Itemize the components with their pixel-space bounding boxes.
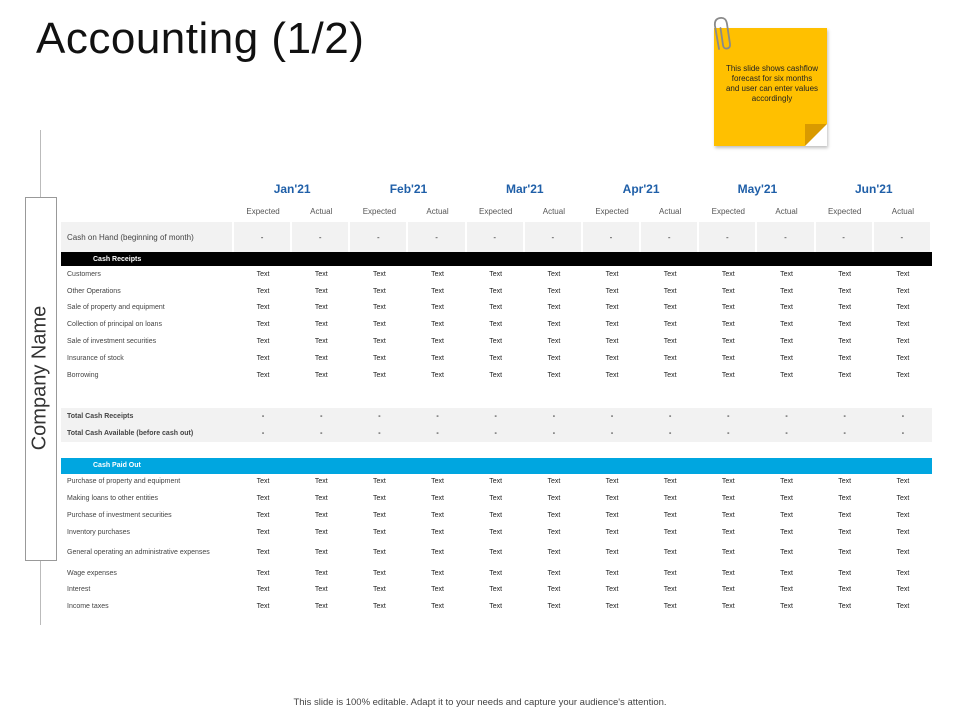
table-row <box>61 283 932 300</box>
cash-receipts-band <box>61 252 932 266</box>
header-corner <box>61 178 234 200</box>
table-cell: Text <box>605 304 619 312</box>
table-cell: Text <box>838 495 852 503</box>
subheader-row <box>61 200 932 222</box>
table-cell: Text <box>838 478 852 486</box>
table-cell: - <box>757 408 815 425</box>
table-cell: - <box>699 425 757 442</box>
subheader-corner <box>61 200 234 222</box>
table-row <box>61 300 932 317</box>
row-label: Income taxes <box>67 603 109 611</box>
table-cell: Text <box>721 549 735 557</box>
total-label: Total Cash Receipts <box>61 408 234 425</box>
table-row <box>61 507 932 524</box>
table-cell: Text <box>314 586 328 594</box>
table-cell: Text <box>372 371 386 379</box>
subheader-cell: Expected <box>595 206 629 216</box>
table-cell: Text <box>896 569 910 577</box>
table-cell: Text <box>256 569 270 577</box>
table-cell: - <box>699 408 757 425</box>
table-cell: Text <box>431 338 444 346</box>
table-cell: Text <box>605 528 619 536</box>
table-cell: Text <box>838 338 852 346</box>
table-cell: Text <box>489 528 503 536</box>
sticky-note-fold <box>805 124 827 146</box>
table-cell: Text <box>605 586 619 594</box>
table-cell: Text <box>431 321 444 329</box>
table-cell: Text <box>838 321 852 329</box>
total-label: Total Cash Available (before cash out) <box>61 425 234 442</box>
table-cell: - <box>467 408 525 425</box>
table-cell: - <box>467 222 525 252</box>
table-cell: Text <box>780 495 793 503</box>
table-cell: - <box>583 408 641 425</box>
table-cell: - <box>350 425 408 442</box>
table-cell: Text <box>663 586 677 594</box>
table-row <box>61 266 932 283</box>
table-cell: - <box>292 222 350 252</box>
footer-note: This slide is 100% editable. Adapt it to your needs and capture your audience's attention. <box>293 697 667 708</box>
row-label: General operating an administrative expenses <box>67 549 210 557</box>
table-cell: - <box>350 222 408 252</box>
table-cell: - <box>874 425 932 442</box>
table-cell: Text <box>605 321 619 329</box>
table-cell: Text <box>721 512 735 520</box>
spacer-cell <box>61 384 932 408</box>
table-cell: Text <box>605 569 619 577</box>
table-cell: Text <box>372 586 386 594</box>
table-cell: - <box>408 408 466 425</box>
subheader-cell: Actual <box>775 206 798 216</box>
table-cell: Text <box>780 338 793 346</box>
table-cell: Text <box>721 478 735 486</box>
table-cell: Text <box>431 512 444 520</box>
table-cell: Text <box>780 321 793 329</box>
total-row <box>61 408 932 425</box>
table-cell: Text <box>256 287 270 295</box>
table-cell: Text <box>721 338 735 346</box>
table-row <box>61 316 932 333</box>
table-cell: Text <box>431 304 444 312</box>
table-cell: Text <box>605 512 619 520</box>
table-cell: Text <box>547 270 561 278</box>
table-cell: Text <box>663 495 677 503</box>
table-cell: Text <box>314 549 328 557</box>
table-cell: Text <box>780 287 793 295</box>
table-cell: - <box>816 222 874 252</box>
table-cell: Text <box>314 512 328 520</box>
table-cell: - <box>408 222 466 252</box>
subheader-cell: Actual <box>542 206 565 216</box>
table-cell: Text <box>431 549 444 557</box>
table-cell: Text <box>721 528 735 536</box>
page-title: Accounting (1/2) <box>36 14 365 63</box>
table-cell: Text <box>838 354 852 362</box>
table-cell: Text <box>314 321 328 329</box>
row-label: Making loans to other entities <box>67 495 159 503</box>
table-cell: Text <box>431 270 444 278</box>
table-row <box>61 598 932 615</box>
table-cell: Text <box>372 338 386 346</box>
table-cell: Text <box>489 287 503 295</box>
table-cell: Text <box>489 512 503 520</box>
row-label: Wage expenses <box>67 569 117 577</box>
table-cell: Text <box>663 478 677 486</box>
table-cell: Text <box>489 371 503 379</box>
table-cell: - <box>525 425 583 442</box>
table-cell: Text <box>489 270 503 278</box>
table-cell: Text <box>896 287 910 295</box>
month-header: May'21 <box>737 182 778 196</box>
table-cell: Text <box>896 338 910 346</box>
table-cell: - <box>757 222 815 252</box>
total-row <box>61 425 932 442</box>
table-cell: Text <box>721 371 735 379</box>
table-cell: Text <box>256 338 270 346</box>
row-label: Inventory purchases <box>67 528 131 536</box>
subheader-cell: Expected <box>827 206 862 216</box>
table-cell: Text <box>489 338 503 346</box>
table-cell: Text <box>372 569 386 577</box>
table-cell: Text <box>838 304 852 312</box>
table-cell: Text <box>431 478 444 486</box>
table-cell: Text <box>314 304 328 312</box>
table-cell: Text <box>663 512 677 520</box>
table-cell: Text <box>605 371 619 379</box>
table-cell: Text <box>663 287 677 295</box>
table-cell: Text <box>314 569 328 577</box>
subheader-cell: Actual <box>426 206 449 216</box>
table-cell: Text <box>256 586 270 594</box>
table-cell: Text <box>314 478 328 486</box>
table-cell: Text <box>314 528 328 536</box>
subheader-cell: Actual <box>891 206 914 216</box>
table-cell: Text <box>838 603 852 611</box>
table-cell: Text <box>256 603 270 611</box>
table-cell: Text <box>256 354 270 362</box>
table-cell: Text <box>314 270 328 278</box>
table-cell: Text <box>547 321 561 329</box>
table-cell: Text <box>780 371 793 379</box>
table-cell: - <box>292 425 350 442</box>
table-cell: Text <box>489 321 503 329</box>
table-cell: - <box>874 222 932 252</box>
table-cell: Text <box>547 495 561 503</box>
spacer-row <box>61 442 932 458</box>
table-cell: Text <box>547 569 561 577</box>
row-label: Interest <box>67 586 91 594</box>
table-cell: - <box>757 425 815 442</box>
row-label: Cash on Hand (beginning of month) <box>61 222 234 252</box>
table-cell: - <box>583 425 641 442</box>
table-cell: Text <box>314 354 328 362</box>
table-cell: Text <box>431 495 444 503</box>
table-cell: Text <box>547 528 561 536</box>
table-cell: Text <box>721 304 735 312</box>
month-header: Jun'21 <box>855 182 893 196</box>
table-cell: Text <box>256 528 270 536</box>
table-row <box>61 333 932 350</box>
table-cell: Text <box>663 603 677 611</box>
company-name: Company Name <box>28 305 51 451</box>
table-cell: - <box>816 408 874 425</box>
table-cell: Text <box>721 495 735 503</box>
row-label: Sale of property and equipment <box>67 304 165 312</box>
table-cell: Text <box>780 512 793 520</box>
table-cell: Text <box>431 287 444 295</box>
table-cell: Text <box>256 478 270 486</box>
table-cell: Text <box>256 270 270 278</box>
table-cell: Text <box>663 338 677 346</box>
table-cell: Text <box>663 569 677 577</box>
table-cell: Text <box>663 371 677 379</box>
table-cell: - <box>234 408 292 425</box>
table-cell: Text <box>605 495 619 503</box>
spacer-row <box>61 384 932 408</box>
table-cell: Text <box>547 549 561 557</box>
month-header: Apr'21 <box>622 182 660 196</box>
table-row <box>61 541 932 565</box>
table-cell: Text <box>780 270 793 278</box>
table-cell: Text <box>838 549 852 557</box>
table-cell: Text <box>663 321 677 329</box>
table-cell: - <box>641 222 699 252</box>
table-cell: Text <box>372 512 386 520</box>
table-cell: Text <box>780 478 793 486</box>
cash-paid-out-title: Cash Paid Out <box>61 458 932 474</box>
table-cell: Text <box>547 354 561 362</box>
table-cell: Text <box>489 304 503 312</box>
table-cell: Text <box>896 603 910 611</box>
table-cell: Text <box>780 569 793 577</box>
table-cell: Text <box>314 495 328 503</box>
cash-paid-out-band <box>61 458 932 474</box>
table-cell: Text <box>372 495 386 503</box>
month-header-row <box>61 178 932 200</box>
table-cell: Text <box>256 321 270 329</box>
table-cell: Text <box>896 549 910 557</box>
table-row <box>61 582 932 599</box>
table-cell: Text <box>721 603 735 611</box>
table-cell: - <box>234 425 292 442</box>
table-cell: Text <box>663 270 677 278</box>
table-cell: - <box>816 425 874 442</box>
table-cell: Text <box>896 304 910 312</box>
subheader-cell: Expected <box>479 206 513 216</box>
table-row <box>61 490 932 507</box>
table-cell: Text <box>896 512 910 520</box>
table-cell: Text <box>838 528 852 536</box>
table-cell: Text <box>547 603 561 611</box>
table-cell: Text <box>838 512 852 520</box>
table-cell: Text <box>780 304 793 312</box>
table-cell: Text <box>721 287 735 295</box>
table-cell: Text <box>314 287 328 295</box>
table-cell: Text <box>780 354 793 362</box>
table-cell: - <box>874 408 932 425</box>
table-cell: Text <box>489 549 503 557</box>
row-label: Sale of investment securities <box>67 338 157 346</box>
table-cell: - <box>699 222 757 252</box>
table-cell: Text <box>838 287 852 295</box>
table-cell: - <box>234 222 292 252</box>
table-cell: Text <box>780 528 793 536</box>
table-cell: Text <box>489 586 503 594</box>
subheader-cell: Actual <box>310 206 333 216</box>
table-cell: Text <box>605 549 619 557</box>
table-cell: Text <box>431 371 444 379</box>
table-cell: Text <box>605 338 619 346</box>
cashflow-table <box>61 178 932 615</box>
table-cell: Text <box>372 603 386 611</box>
subheader-cell: Expected <box>711 206 745 216</box>
table-cell: - <box>525 408 583 425</box>
table-cell: Text <box>605 287 619 295</box>
table-cell: - <box>350 408 408 425</box>
table-cell: Text <box>605 478 619 486</box>
table-cell: Text <box>256 304 270 312</box>
table-cell: Text <box>431 603 444 611</box>
table-row <box>61 350 932 367</box>
cash-on-hand-row <box>61 222 932 252</box>
cash-receipts-title: Cash Receipts <box>61 252 932 266</box>
table-cell: Text <box>663 304 677 312</box>
table-cell: Text <box>547 478 561 486</box>
table-cell: Text <box>372 287 386 295</box>
table-row <box>61 565 932 582</box>
table-cell: Text <box>314 338 328 346</box>
table-cell: Text <box>372 478 386 486</box>
table-cell: Text <box>896 270 910 278</box>
row-label: Purchase of investment securities <box>67 512 172 520</box>
table-cell: Text <box>489 478 503 486</box>
table-cell: Text <box>547 586 561 594</box>
table-cell: Text <box>547 287 561 295</box>
table-cell: Text <box>896 321 910 329</box>
paperclip-icon <box>712 16 732 52</box>
table-cell: Text <box>838 569 852 577</box>
spacer-cell <box>61 442 932 458</box>
row-label: Insurance of stock <box>67 354 124 362</box>
table-cell: Text <box>431 586 444 594</box>
table-cell: Text <box>372 528 386 536</box>
table-cell: Text <box>547 338 561 346</box>
row-label: Customers <box>67 270 101 278</box>
table-cell: Text <box>896 478 910 486</box>
table-cell: Text <box>256 549 270 557</box>
table-cell: Text <box>780 586 793 594</box>
table-cell: Text <box>780 603 793 611</box>
table-cell: Text <box>721 569 735 577</box>
table-cell: Text <box>838 586 852 594</box>
table-cell: Text <box>256 512 270 520</box>
subheader-cell: Expected <box>246 206 280 216</box>
table-cell: Text <box>256 495 270 503</box>
table-cell: Text <box>663 354 677 362</box>
table-cell: Text <box>489 354 503 362</box>
table-cell: - <box>641 408 699 425</box>
table-cell: Text <box>489 569 503 577</box>
table-cell: Text <box>431 569 444 577</box>
month-header: Mar'21 <box>506 182 544 196</box>
table-cell: Text <box>896 495 910 503</box>
table-cell: Text <box>605 603 619 611</box>
table-cell: Text <box>721 586 735 594</box>
table-cell: Text <box>314 603 328 611</box>
table-cell: Text <box>721 321 735 329</box>
table-cell: Text <box>431 528 444 536</box>
table-cell: Text <box>721 270 735 278</box>
table-row <box>61 367 932 384</box>
table-cell: Text <box>780 549 793 557</box>
table-cell: - <box>292 408 350 425</box>
table-cell: - <box>408 425 466 442</box>
table-cell: Text <box>372 321 386 329</box>
table-cell: Text <box>489 495 503 503</box>
table-cell: Text <box>547 304 561 312</box>
table-cell: Text <box>372 304 386 312</box>
table-cell: - <box>583 222 641 252</box>
table-row <box>61 474 932 491</box>
table-cell: Text <box>605 270 619 278</box>
table-cell: Text <box>372 270 386 278</box>
table-cell: Text <box>663 549 677 557</box>
table-cell: Text <box>838 371 852 379</box>
row-label: Purchase of property and equipment <box>67 478 181 486</box>
table-cell: - <box>641 425 699 442</box>
table-cell: - <box>467 425 525 442</box>
table-cell: Text <box>896 354 910 362</box>
sticky-note-text: This slide shows cashflow forecast for six months and user can enter values accordingly <box>725 64 819 103</box>
table-cell: Text <box>431 354 444 362</box>
table-cell: Text <box>896 586 910 594</box>
month-header: Feb'21 <box>389 182 428 196</box>
row-label: Other Operations <box>67 287 121 295</box>
row-label: Borrowing <box>67 371 99 379</box>
table-cell: Text <box>547 371 561 379</box>
table-cell: - <box>525 222 583 252</box>
table-cell: Text <box>372 354 386 362</box>
table-cell: Text <box>372 549 386 557</box>
table-cell: Text <box>256 371 270 379</box>
subheader-cell: Actual <box>659 206 682 216</box>
subheader-cell: Expected <box>362 206 397 216</box>
table-cell: Text <box>896 528 910 536</box>
table-cell: Text <box>838 270 852 278</box>
table-cell: Text <box>547 512 561 520</box>
table-cell: Text <box>489 603 503 611</box>
table-cell: Text <box>663 528 677 536</box>
table-cell: Text <box>896 371 910 379</box>
month-header: Jan'21 <box>273 182 311 196</box>
table-cell: Text <box>605 354 619 362</box>
table-cell: Text <box>721 354 735 362</box>
row-label: Collection of principal on loans <box>67 321 162 329</box>
table-row <box>61 524 932 541</box>
table-cell: Text <box>314 371 328 379</box>
